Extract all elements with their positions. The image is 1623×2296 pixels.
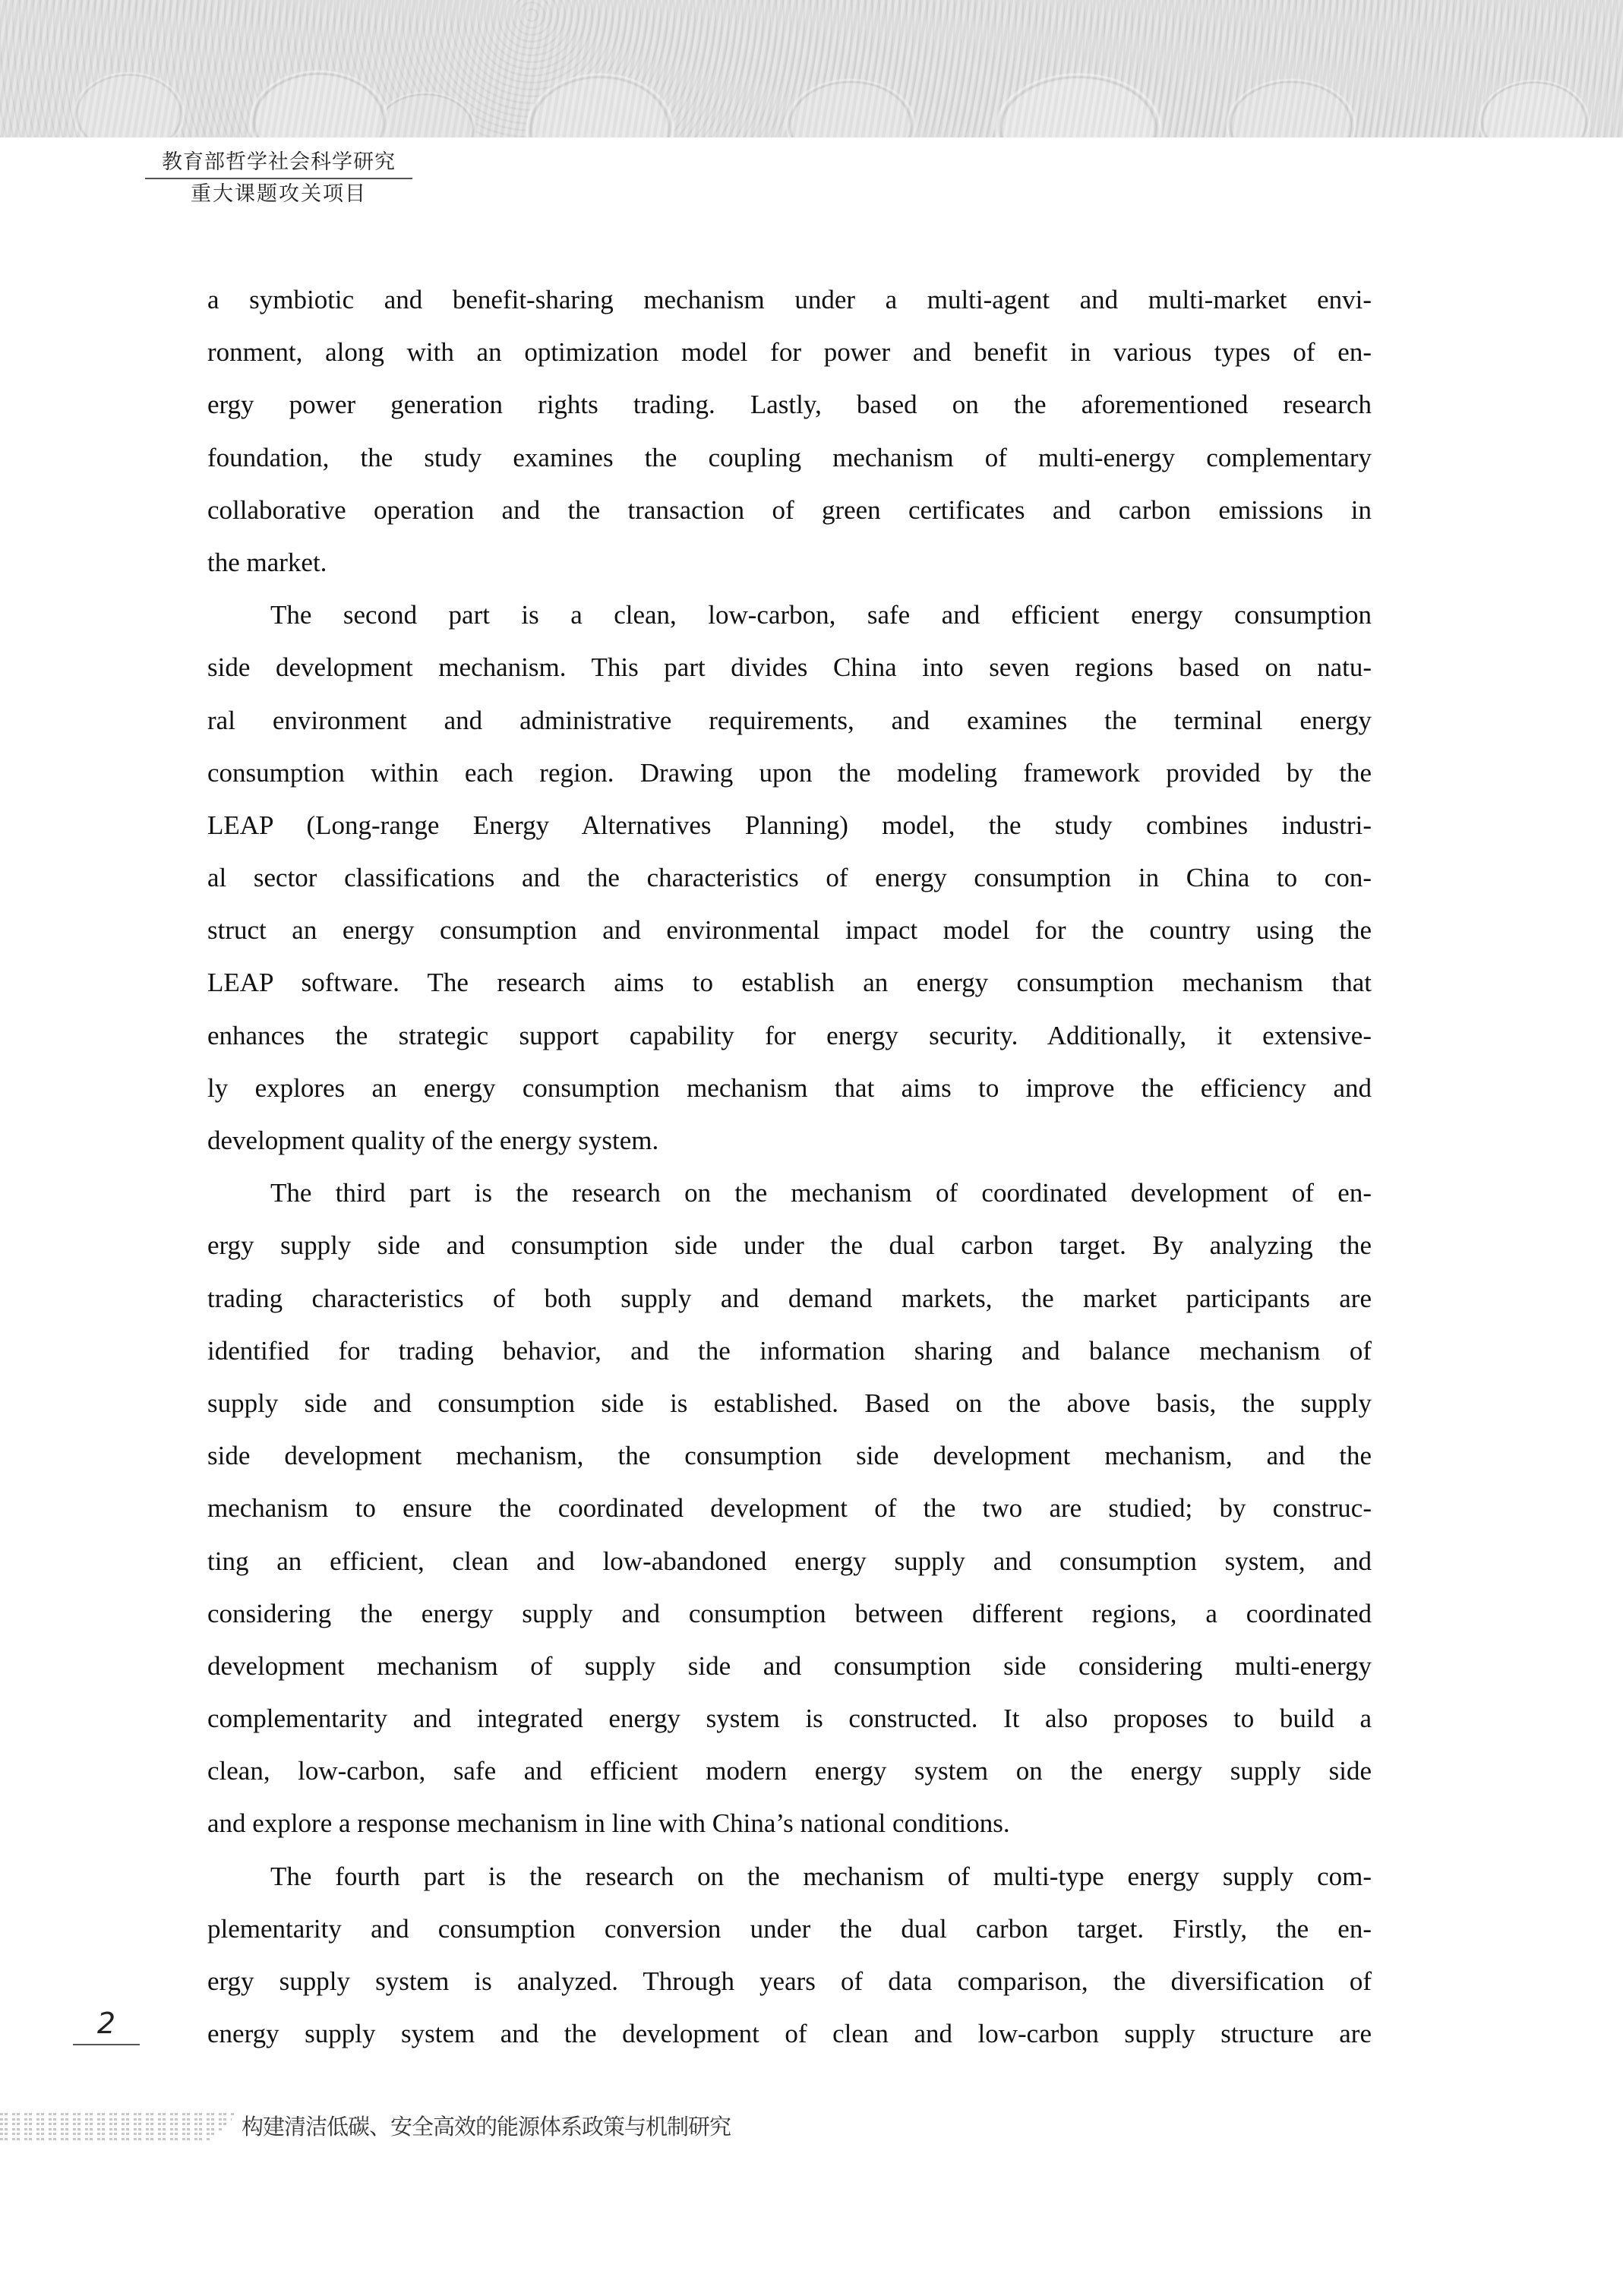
- text-line-content: supply side and consumption side is established. Based on the above basis, the supply: [207, 1388, 1372, 1418]
- text-line-content: ly explores an energy consumption mechanism that aims to improve the efficiency and: [207, 1072, 1372, 1103]
- text-line: [207, 956, 1372, 1009]
- text-line: [207, 1535, 1372, 1587]
- text-line: [207, 1429, 1372, 1482]
- text-line: [207, 1850, 1372, 1903]
- text-line-content: LEAP software. The research aims to establish an energy consumption mechanism that: [207, 968, 1372, 998]
- text-line: [207, 326, 1372, 378]
- text-line: [207, 2007, 1372, 2060]
- running-header: [145, 149, 412, 208]
- text-line-content: mechanism to ensure the coordinated development of the two are studied; by construc-: [207, 1493, 1372, 1524]
- text-line-content: The third part is the research on the mechanism of coordinated development of en-: [270, 1178, 1372, 1208]
- text-line-content: ergy power generation rights trading. Lastly, based on the aforementioned research: [207, 390, 1372, 420]
- text-line-content: complementarity and integrated energy system is constructed. It also proposes to build a: [207, 1704, 1372, 1734]
- series-title-line2: 重大课题攻关项目: [191, 182, 367, 206]
- text-line-content: ronment, along with an optimization model for power and benefit in various types of en-: [207, 337, 1372, 368]
- text-line: [207, 904, 1372, 956]
- text-line: [207, 1692, 1372, 1745]
- text-line-content: The fourth part is the research on the mechanism of multi-type energy supply com-: [270, 1861, 1372, 1891]
- text-line: [207, 378, 1372, 431]
- text-line-content: al sector classifications and the characteristics of energy consumption in China to con-: [207, 863, 1372, 893]
- text-line-content: energy supply system and the development of clean and low-carbon supply structure are: [207, 2019, 1372, 2049]
- text-line: [207, 1587, 1372, 1640]
- footer-dot-pattern: [0, 2113, 243, 2143]
- page-number-rule: [73, 2044, 140, 2045]
- text-line: [207, 1062, 1372, 1114]
- text-line-content: foundation, the study examines the coupling mechanism of multi-energy complementary: [207, 442, 1372, 472]
- text-line-content: LEAP (Long-range Energy Alternatives Planning) model, the study combines industri-: [207, 810, 1372, 840]
- decorative-cloud-banner: [0, 0, 1623, 137]
- text-line: [207, 1377, 1372, 1429]
- text-line: [207, 694, 1372, 747]
- text-line: [207, 799, 1372, 851]
- text-line: [207, 1482, 1372, 1534]
- text-line-content: development quality of the energy system.: [207, 1126, 659, 1155]
- text-line-content: collaborative operation and the transaction of green certificates and carbon emissions in: [207, 494, 1372, 525]
- text-line: [207, 1903, 1372, 1955]
- text-line: [207, 536, 1372, 589]
- text-line-content: enhances the strategic support capability for energy security. Additionally, it extensive-: [207, 1020, 1372, 1050]
- text-line-content: clean, low-carbon, safe and efficient modern energy system on the energy supply side: [207, 1756, 1372, 1786]
- text-line: [207, 1009, 1372, 1062]
- text-line-content: ergy supply system is analyzed. Through years of data comparison, the diversification of: [207, 1966, 1372, 1996]
- text-line-content: ergy supply side and consumption side under the dual carbon target. By analyzing the: [207, 1230, 1372, 1261]
- text-line: [207, 1219, 1372, 1271]
- text-line-content: the market.: [207, 547, 327, 577]
- text-line-content: identified for trading behavior, and the information sharing and balance mechanism of: [207, 1335, 1372, 1366]
- text-line: [207, 1114, 1372, 1167]
- banner-texture: [0, 0, 1623, 137]
- text-line-content: side development mechanism, the consumption side development mechanism, and the: [207, 1441, 1372, 1471]
- text-line: [207, 273, 1372, 326]
- text-line-content: The second part is a clean, low-carbon, safe and efficient energy consumption: [270, 600, 1372, 630]
- text-line-content: development mechanism of supply side and consumption side considering multi-energy: [207, 1650, 1372, 1681]
- text-line: [207, 1167, 1372, 1219]
- text-line-content: ral environment and administrative requirements, and examines the terminal energy: [207, 705, 1372, 735]
- text-line-content: ting an efficient, clean and low-abandoned energy supply and consumption system, and: [207, 1546, 1372, 1576]
- text-line-content: struct an energy consumption and environmental impact model for the country using the: [207, 915, 1372, 946]
- text-line: [207, 1272, 1372, 1325]
- body-text: [207, 273, 1372, 2060]
- book-title-footer: 构建清洁低碳、安全高效的能源体系政策与机制研究: [242, 2114, 731, 2140]
- text-line-content: a symbiotic and benefit-sharing mechanism under a multi-agent and multi-market envi-: [207, 285, 1372, 314]
- text-line-content: considering the energy supply and consumption between different regions, a coordinated: [207, 1598, 1372, 1628]
- text-line: [207, 1640, 1372, 1692]
- text-line: [207, 641, 1372, 693]
- text-line-content: plementarity and consumption conversion under the dual carbon target. Firstly, the en-: [207, 1913, 1372, 1944]
- header-rule: [145, 178, 412, 179]
- text-line: [207, 1745, 1372, 1797]
- text-line: [207, 589, 1372, 641]
- text-line-content: side development mechanism. This part divides China into seven regions based on natu-: [207, 652, 1372, 683]
- text-line: [207, 1325, 1372, 1377]
- page-number: 2: [96, 2007, 116, 2040]
- text-line-content: consumption within each region. Drawing upon the modeling framework provided by the: [207, 757, 1372, 788]
- text-line: [207, 431, 1372, 484]
- text-line-content: and explore a response mechanism in line with China’s national conditions.: [207, 1808, 1010, 1839]
- text-line: [207, 484, 1372, 536]
- text-line: [207, 1955, 1372, 2007]
- text-line: [207, 1797, 1372, 1849]
- text-line: [207, 747, 1372, 799]
- series-title-line1: 教育部哲学社会科学研究: [162, 150, 396, 174]
- text-line-content: trading characteristics of both supply and demand markets, the market participants are: [207, 1283, 1372, 1313]
- text-line: [207, 851, 1372, 904]
